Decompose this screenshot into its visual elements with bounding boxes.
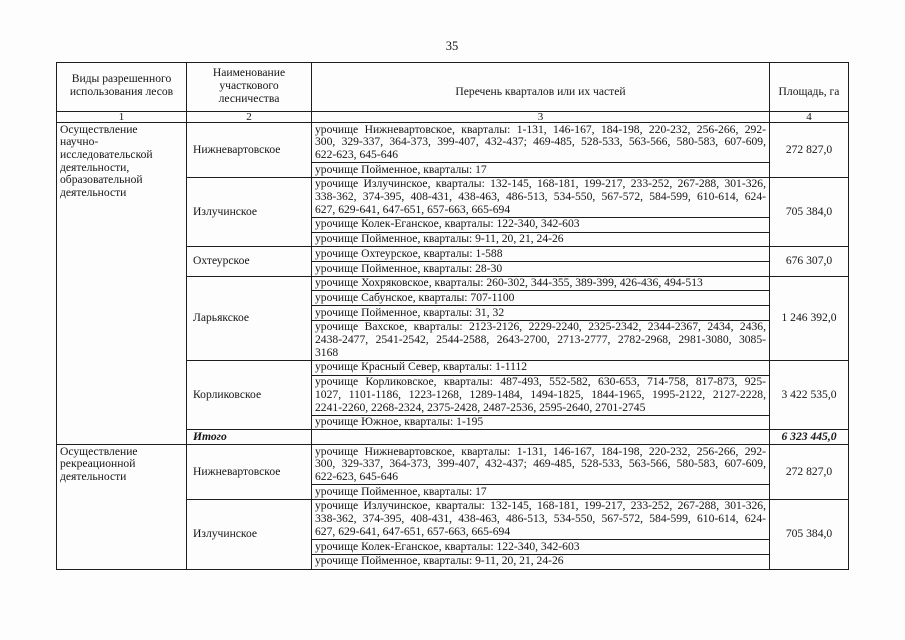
forestry-name-cell: Корликовское [187,360,312,430]
use-type-line: научно- [60,135,99,149]
tract-cell [312,123,770,163]
tract-line: урочище Сабунское, кварталы: 707-1100 [315,290,515,304]
use-type-cell [57,123,187,445]
forestry-name-cell: Излучинское [187,499,312,569]
tract-cell [312,276,770,291]
table-body [57,63,849,570]
tract-cell [312,232,770,247]
forestry-name-cell: Охтеурское [187,247,312,276]
tract-line: 627, 629-641, 647-651, 657-663, 665-694 [315,202,511,216]
tract-line: урочище Пойменное, кварталы: 17 [315,484,487,498]
forest-use-table [56,62,849,570]
tract-cell [312,499,770,539]
total-label: Итого [187,430,312,445]
area-cell: 3 422 535,0 [770,360,849,430]
area-cell: 272 827,0 [770,445,849,500]
tract-cell [312,320,770,360]
tract-line: урочище Пойменное, кварталы: 28-30 [315,261,503,275]
tract-cell [312,306,770,321]
header-tracts [312,63,770,112]
tract-line: 2241-2260, 2268-2324, 2375-2428, 2487-2536, 2595-2640, 2701-2745 [315,400,646,414]
tract-cell [312,262,770,277]
area-cell: 1 246 392,0 [770,276,849,360]
table-row [57,123,849,163]
tract-cell [312,485,770,500]
header-line: Перечень кварталов или их частей [455,84,626,98]
tract-line: 300, 329-337, 364-373, 399-407, 432-437; 469-485, 528-533, 563-566, 580-583, 607-609, [315,457,766,471]
tract-line: урочище Колек-Еганское, кварталы: 122-340, 342-603 [315,217,580,231]
tract-line: урочище Красный Север, кварталы: 1-1112 [315,360,528,374]
tract-cell [312,540,770,555]
use-type-line: исследовательской [60,147,153,161]
tract-line: урочище Пойменное, кварталы: 31, 32 [315,305,505,319]
tract-line: 622-623, 645-646 [315,147,399,161]
tract-line: урочище Пойменное, кварталы: 17 [315,162,487,176]
header-forestry [187,63,312,112]
tract-cell-empty [312,430,770,445]
use-type-cell [57,445,187,569]
header-area [770,63,849,112]
forestry-name-cell: Ларьякское [187,276,312,360]
tract-line: урочище Колек-Еганское, кварталы: 122-340, 342-603 [315,539,580,553]
table-row [57,445,849,485]
use-type-line: рекреационной [60,457,136,471]
header-use-type [57,63,187,112]
tract-cell [312,217,770,232]
header-line: Наименование [212,65,286,79]
tract-cell [312,291,770,306]
header-line: использования лесов [69,85,174,98]
tract-line: 338-362, 374-395, 408-431, 438-463, 486-513, 534-550, 567-572, 584-599, 610-614, 624- [315,190,766,204]
column-number-row [57,112,849,123]
tract-line: урочище Корликовское, кварталы: 487-493, 552-582, 630-653, 714-758, 817-873, 925- [315,375,766,389]
forestry-name-cell: Излучинское [187,177,312,247]
header-line: лесничества [218,91,280,105]
tract-line: урочище Излучинское, кварталы: 132-145, 168-181, 199-217, 233-252, 267-288, 301-326, [315,499,766,513]
header-line: участкового [219,78,279,92]
header-line: Площадь, га [778,84,840,98]
tract-cell [312,163,770,178]
forestry-name-cell: Нижневартовское [187,123,312,178]
tract-cell [312,445,770,485]
header-line: Виды разрешенного [71,72,172,85]
tract-cell [312,375,770,415]
use-type-line: деятельности, [60,160,130,174]
header-row [57,63,849,112]
area-cell: 705 384,0 [770,499,849,569]
use-type-line: образовательной [60,173,143,187]
column-number: 2 [187,112,312,123]
column-number: 1 [57,112,187,123]
area-cell: 705 384,0 [770,177,849,247]
page-number: 35 [445,39,459,53]
tract-cell [312,177,770,217]
tract-cell [312,247,770,262]
tract-line: урочище Южное, кварталы: 1-195 [315,415,484,429]
tract-line: 622-623, 645-646 [315,470,399,484]
forestry-name-cell: Нижневартовское [187,445,312,500]
tract-line: урочище Нижневартовское, кварталы: 1-131, 146-167, 184-198, 220-232, 256-266, 292- [315,444,766,458]
use-type-line: Осуществление [60,444,138,458]
tract-line: 300, 329-337, 364-373, 399-407, 432-437; 469-485, 528-533, 563-566, 580-583, 607-609, [315,135,766,149]
use-type-line: деятельности [60,186,127,200]
tract-line: 338-362, 374-395, 408-431, 438-463, 486-513, 534-550, 567-572, 584-599, 610-614, 624- [315,512,766,526]
tract-line: 2438-2477, 2541-2542, 2544-2588, 2643-2700, 2713-2777, 2782-2968, 2981-3080, 3085- [315,333,766,347]
use-type-line: деятельности [60,470,127,484]
tract-line: урочище Вахское, кварталы: 2123-2126, 2229-2240, 2325-2342, 2344-2367, 2434, 2436, [315,320,766,334]
column-number: 3 [312,112,770,123]
tract-line: урочище Нижневартовское, кварталы: 1-131, 146-167, 184-198, 220-232, 256-266, 292- [315,122,766,136]
tract-line: 1027, 1101-1186, 1223-1268, 1289-1484, 1494-1825, 1844-1965, 1995-2122, 2127-2228, [315,387,766,401]
tract-line: урочище Хохряковское, кварталы: 260-302, 344-355, 389-399, 426-436, 494-513 [315,276,703,290]
tract-cell [312,415,770,430]
area-cell: 272 827,0 [770,123,849,178]
total-area: 6 323 445,0 [770,430,849,445]
tract-cell [312,554,770,569]
tract-line: урочище Пойменное, кварталы: 9-11, 20, 21, 24-26 [315,232,564,246]
tract-line: 627, 629-641, 647-651, 657-663, 665-694 [315,524,511,538]
tract-cell [312,360,770,375]
tract-line: урочище Охтеурское, кварталы: 1-588 [315,246,503,260]
tract-line: 3168 [315,345,339,359]
tract-line: урочище Излучинское, кварталы: 132-145, 168-181, 199-217, 233-252, 267-288, 301-326, [315,177,766,191]
column-number: 4 [770,112,849,123]
tract-line: урочище Пойменное, кварталы: 9-11, 20, 21, 24-26 [315,554,564,568]
area-cell: 676 307,0 [770,247,849,276]
use-type-line: Осуществление [60,122,138,136]
